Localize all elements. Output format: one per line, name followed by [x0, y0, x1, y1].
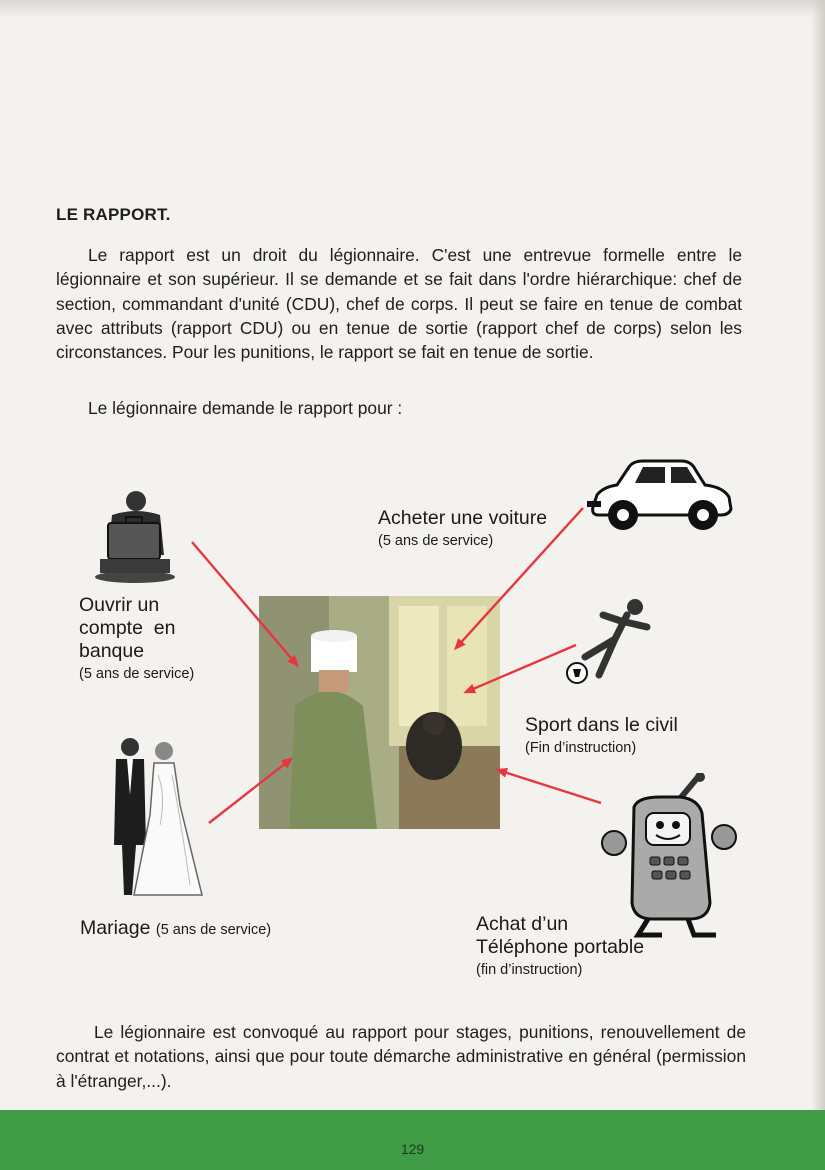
reason-sport — [525, 714, 678, 760]
section-title: LE RAPPORT. — [56, 205, 171, 224]
reason-bank-line3: banque — [79, 640, 145, 662]
ask-intro: Le légionnaire demande le rapport pour : — [88, 398, 403, 418]
page-number: 129 — [400, 1141, 425, 1157]
reason-marriage — [80, 917, 271, 942]
reason-car — [378, 507, 547, 553]
car-clipart — [585, 455, 735, 535]
reason-sport-note: (Fin d’instruction) — [525, 740, 637, 756]
reason-phone — [476, 913, 676, 982]
reason-bank-line2: compte en — [79, 617, 176, 639]
banker-clipart — [90, 485, 180, 585]
reason-phone-line2: Téléphone portable — [476, 936, 645, 958]
reason-car-note: (5 ans de service) — [378, 533, 494, 549]
footer-band — [0, 1110, 825, 1170]
reason-bank-note: (5 ans de service) — [79, 666, 195, 682]
report-photo — [259, 596, 500, 829]
arrow-phone — [498, 770, 601, 803]
reason-marriage-note: (5 ans de service) — [155, 922, 272, 938]
page-right-shadow — [811, 0, 825, 1170]
reason-car-label: Acheter une voiture — [378, 507, 548, 529]
reason-bank-line1: Ouvrir un — [79, 594, 160, 616]
wedding-clipart — [100, 735, 210, 905]
page-top-shadow — [0, 0, 825, 18]
reason-bank — [79, 594, 229, 686]
reason-phone-note: (fin d’instruction) — [476, 962, 583, 978]
reason-sport-label: Sport dans le civil — [525, 714, 678, 736]
closing-paragraph: Le légionnaire est convoqué au rapport pour stages, punitions, renouvellement de contrat et notations, ainsi que pour toute démarche administrative en général (permission à l'étranger,...). — [56, 1022, 746, 1091]
sport-clipart — [555, 595, 665, 690]
reason-marriage-label: Mariage — [80, 917, 151, 939]
intro-paragraph: Le rapport est un droit du légionnaire. C'est une entrevue formelle entre le légionnaire et son supérieur. Il se demande et se fait dans l'ordre hiérarchique: chef de section, commandant d'unité (CDU), chef de corps. Il peut se faire en tenue de combat avec attributs (rapport CDU) ou en tenue de sortie (rapport chef de corps) selon les circonstances. Pour les punitions, le rapport se fait en tenue de sortie. — [56, 245, 742, 363]
reason-phone-line1: Achat d’un — [476, 913, 569, 935]
